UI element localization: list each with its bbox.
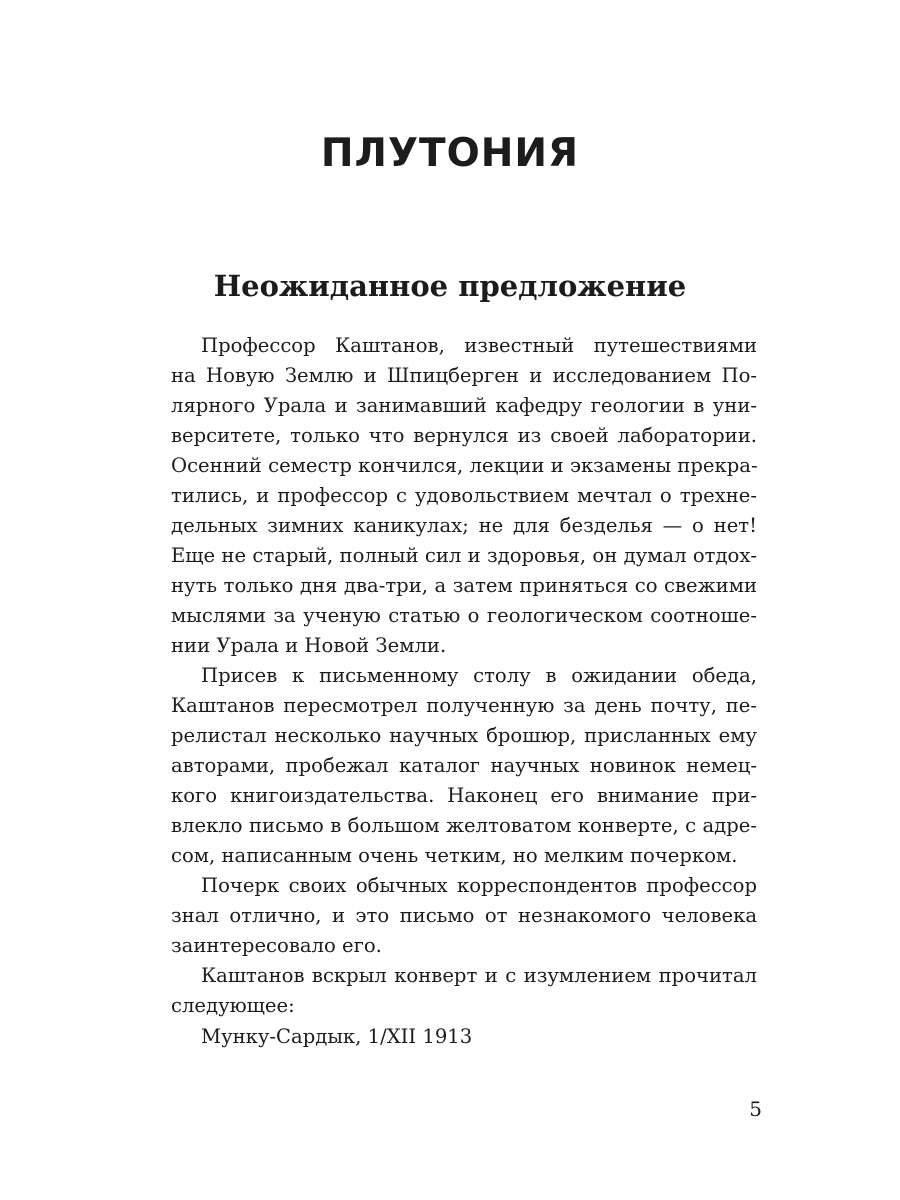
text-line: Каштанов вскрыл конверт и с изумлением прочитал (201, 964, 757, 987)
text-line: Присев к письменному столу в ожидании обеда, (201, 664, 757, 687)
text-line: влекло письмо в большом желтоватом конверте, с адре- (171, 814, 757, 837)
text-line: Каштанов пересмотрел полученную за день почту, пе- (171, 694, 757, 717)
text-line: нии Урала и Новой Земли. (171, 634, 447, 657)
text-line: сом, написанным очень четким, но мелким почерком. (171, 844, 738, 867)
text-line: релистал несколько научных брошюр, присланных ему (171, 724, 757, 747)
text-line: следующее: (171, 994, 295, 1017)
text-line: знал отлично, и это письмо от незнакомого человека (171, 904, 757, 927)
text-line: тились, и профессор с удовольствием мечтал о трехне- (171, 484, 757, 507)
text-line: верситете, только что вернулся из своей лаборатории. (171, 424, 757, 447)
text-line: дельных зимних каникулах; не для безделья — о нет! (171, 514, 757, 537)
chapter-title: Неожиданное предложение (213, 269, 687, 303)
text-line: авторами, пробежал каталог научных новинок немец- (171, 754, 757, 777)
page-number: 5 (749, 1097, 762, 1121)
text-line: Еще не старый, полный сил и здоровья, он думал отдох- (171, 544, 757, 567)
text-line: лярного Урала и занимавший кафедру геологии в уни- (171, 394, 757, 417)
text-line: мыслями за ученую статью о геологическом соотноше- (171, 604, 757, 627)
text-line: на Новую Землю и Шпицберген и исследованием По- (171, 364, 757, 387)
text-line: нуть только дня два-три, а затем приняться со свежими (171, 574, 757, 597)
part-title: ПЛУТОНИЯ (320, 131, 580, 176)
text-line: заинтересовало его. (171, 934, 382, 957)
text-line: кого книгоиздательства. Наконец его внимание при- (171, 784, 757, 807)
text-line: Мунку-Сардык, 1/XII 1913 (201, 1025, 473, 1048)
text-line: Профессор Каштанов, известный путешествиями (201, 334, 757, 357)
text-line: Почерк своих обычных корреспондентов профессор (201, 874, 757, 897)
text-line: Осенний семестр кончился, лекции и экзамены прекра- (171, 454, 758, 477)
